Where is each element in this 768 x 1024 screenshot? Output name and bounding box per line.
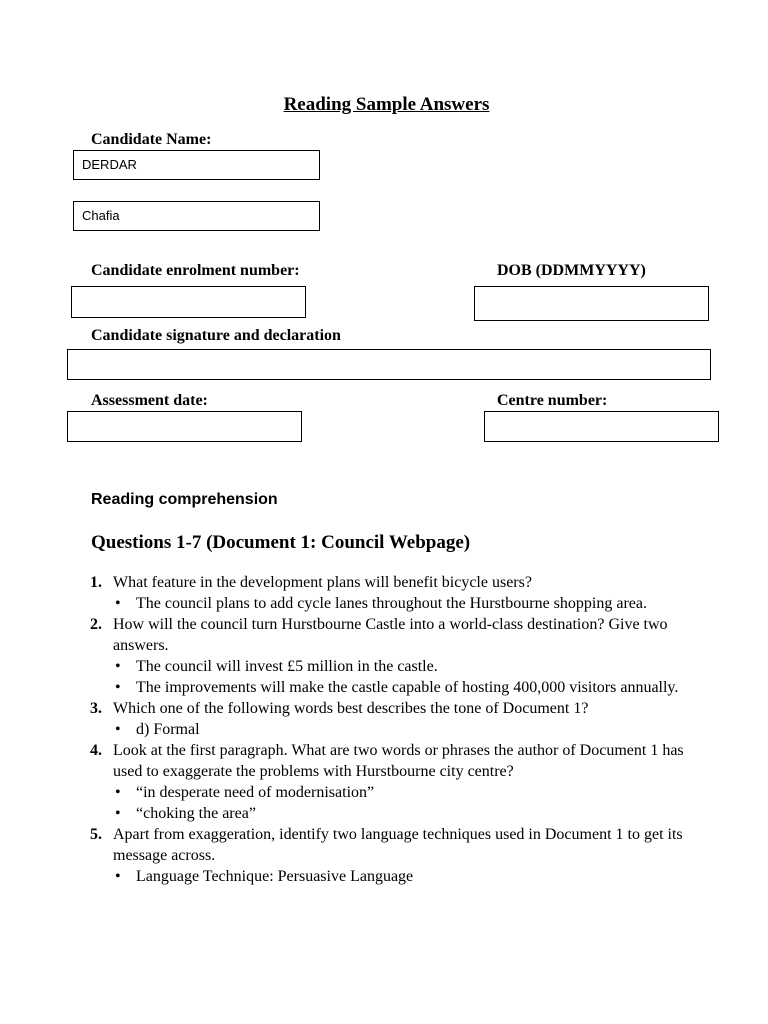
questions-heading: Questions 1-7 (Document 1: Council Webpage)	[91, 532, 471, 553]
centre-number-field[interactable]	[484, 411, 719, 442]
first-name-field[interactable]: Chafia	[73, 201, 320, 231]
dob-label: DOB (DDMMYYYY)	[497, 262, 646, 279]
question-item	[90, 740, 690, 824]
question-item	[90, 572, 690, 614]
answer-item: • The improvements will make the castle capable of hosting 400,000 visitors annually.	[113, 677, 690, 698]
answer-item: • The council will invest £5 million in the castle.	[113, 656, 690, 677]
answer-item: • Language Technique: Persuasive Language	[113, 866, 690, 887]
question-item	[90, 824, 690, 887]
signature-label: Candidate signature and declaration	[91, 327, 341, 344]
centre-number-label: Centre number:	[497, 392, 608, 409]
dob-field[interactable]	[474, 286, 709, 321]
answer-list	[113, 782, 690, 824]
answer-list	[113, 656, 690, 698]
question-item	[90, 614, 690, 698]
question-number: 3.	[90, 700, 102, 717]
assessment-date-label: Assessment date:	[91, 392, 208, 409]
answer-item: • “choking the area”	[113, 803, 690, 824]
page-title: Reading Sample Answers	[283, 94, 490, 115]
answer-item: • “in desperate need of modernisation”	[113, 782, 690, 803]
question-text: How will the council turn Hurstbourne Castle into a world-class destination? Give two answers.	[113, 616, 668, 654]
answer-list	[113, 719, 690, 740]
answer-item: • d) Formal	[113, 719, 690, 740]
answer-list	[113, 593, 690, 614]
candidate-name-label: Candidate Name:	[91, 131, 212, 148]
answer-list	[113, 866, 690, 887]
question-text: What feature in the development plans will benefit bicycle users?	[113, 574, 532, 591]
question-number: 2.	[90, 616, 102, 633]
question-text: Which one of the following words best describes the tone of Document 1?	[113, 700, 589, 717]
question-number: 1.	[90, 574, 102, 591]
question-number: 4.	[90, 742, 102, 759]
question-number: 5.	[90, 826, 102, 843]
enrolment-number-field[interactable]	[71, 286, 306, 318]
assessment-date-field[interactable]	[67, 411, 302, 442]
answer-item: • The council plans to add cycle lanes throughout the Hurstbourne shopping area.	[113, 593, 690, 614]
question-text: Apart from exaggeration, identify two language techniques used in Document 1 to get its message across.	[113, 826, 683, 864]
question-list	[90, 572, 690, 887]
question-text: Look at the first paragraph. What are two words or phrases the author of Document 1 has used to exaggerate the problems with Hurstbourne city centre?	[113, 742, 684, 780]
surname-field[interactable]: DERDAR	[73, 150, 320, 180]
signature-field[interactable]	[67, 349, 711, 380]
enrolment-number-label: Candidate enrolment number:	[91, 262, 300, 279]
question-item	[90, 698, 690, 740]
section-heading: Reading comprehension	[91, 491, 278, 508]
